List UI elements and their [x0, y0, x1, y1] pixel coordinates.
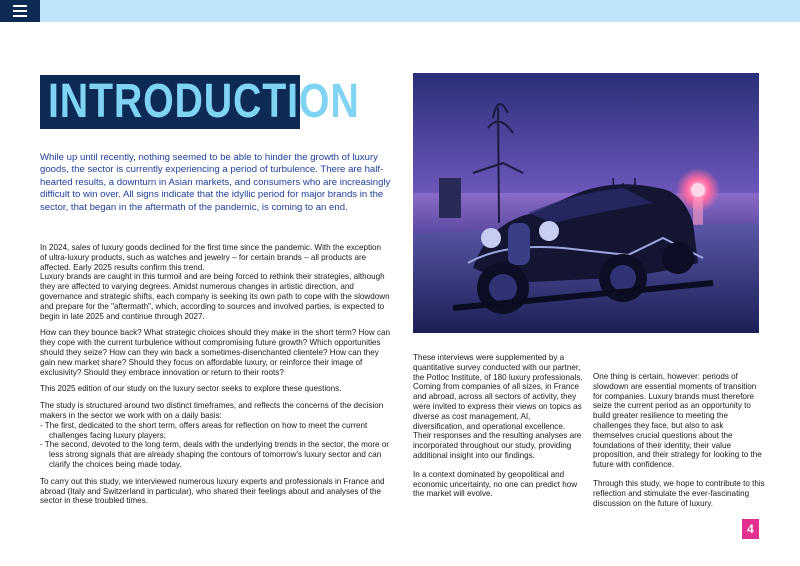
paragraph: In 2024, sales of luxury goods declined for the first time since the pandemic. With the exception of ultra-luxury products, such as watches and jewelry – for certain brands – all products are affected. Early 2025 results confirm this trend.	[40, 243, 382, 272]
paragraph: This 2025 edition of our study on the luxury sector seeks to explore these questions.	[40, 384, 342, 394]
page-number-badge: 4	[742, 519, 759, 539]
paragraph: One thing is certain, however: periods of slowdown are essential moments of transition for companies. Luxury brands must therefore seize the current period as an opportunity to build greater resilience to meeting the challenges they face, but also to ask themselves crucial questions about the foundations of their identity, their value proposition, and their strategy for looking to the future with confidence.	[593, 372, 762, 470]
paragraph: To carry out this study, we interviewed numerous luxury experts and professionals in France and abroad (Italy and Switzerland in particular), who shared their feelings about and analyses of the sector in these troubled times.	[40, 476, 385, 506]
intro-lead-paragraph: While up until recently, nothing seemed to be able to hinder the growth of luxury goods, the sector is currently experiencing a period of turbulence. There are half-hearted results, a downturn in Asian markets, and consumers who are increasingly difficult to win over. All signs indicate that the idyllic period for major brands in the sector, that began in the aftermath of the pandemic, is coming to an end.	[40, 152, 391, 213]
vintage-car-sunset-photo	[413, 73, 759, 333]
list-item: - The second, devoted to the long term, deals with the underlying trends in the sector, the more or less strong signals that are already shaping the contours of tomorrow's luxury sector and can clarify the choices being made today.	[40, 440, 389, 469]
paragraph: In a context dominated by geopolitical and economic uncertainty, no one can predict how the market will evolve.	[413, 469, 578, 499]
right-text-column	[593, 372, 765, 515]
paragraph: Luxury brands are caught in this turmoil and are being forced to rethink their strategies, although they are affected to varying degrees. Amidst numerous changes in artistic direction, and governance and strategic shifts, each company is seeking its own path to cope with the slowdown and prepare for the "aftermath", which, according to sources and involved parties, is expected to begin in late 2025 and continue through 2027.	[40, 272, 390, 321]
list-item: - The first, dedicated to the short term, offers areas for reflection on how to meet the current challenges facing luxury players;	[40, 420, 368, 440]
paragraph: These interviews were supplemented by a quantitative survey conducted with our partner, the Potloc Institute, of 180 luxury professionals. Coming from companies of all sizes, in France and abroad, across all sectors of activity, they were invited to express their views on topics as diverse as cost management, AI, diversification, and operational excellence. Their responses and the resulting analyses are incorporated throughout our study, providing additional insight into our findings.	[413, 353, 583, 460]
paragraph: Through this study, we hope to contribute to this reflection and stimulate the ever-fascinating discussion on the future of luxury.	[593, 478, 765, 508]
timeframe-list	[40, 421, 390, 470]
left-text-column	[40, 243, 390, 513]
middle-text-column	[413, 353, 583, 506]
paragraph: The study is structured around two distinct timeframes, and reflects the concerns of the decision makers in the sector we work with on a daily basis:	[40, 401, 384, 420]
paragraph: How can they bounce back? What strategic choices should they make in the short term? How can they cope with the current turbulence without compromising future growth? Which opportunities should they seize? How can they win back a sometimes-disenchanted clientele? How can they gain new market share? Should they focus on affordable luxury, or reinforce their image of exclusivity? Should they embrace innovation or return to their roots?	[40, 328, 391, 377]
hamburger-menu-icon[interactable]	[0, 0, 40, 22]
top-bar	[0, 0, 800, 22]
page-title: INTRODUCTION	[48, 75, 360, 128]
